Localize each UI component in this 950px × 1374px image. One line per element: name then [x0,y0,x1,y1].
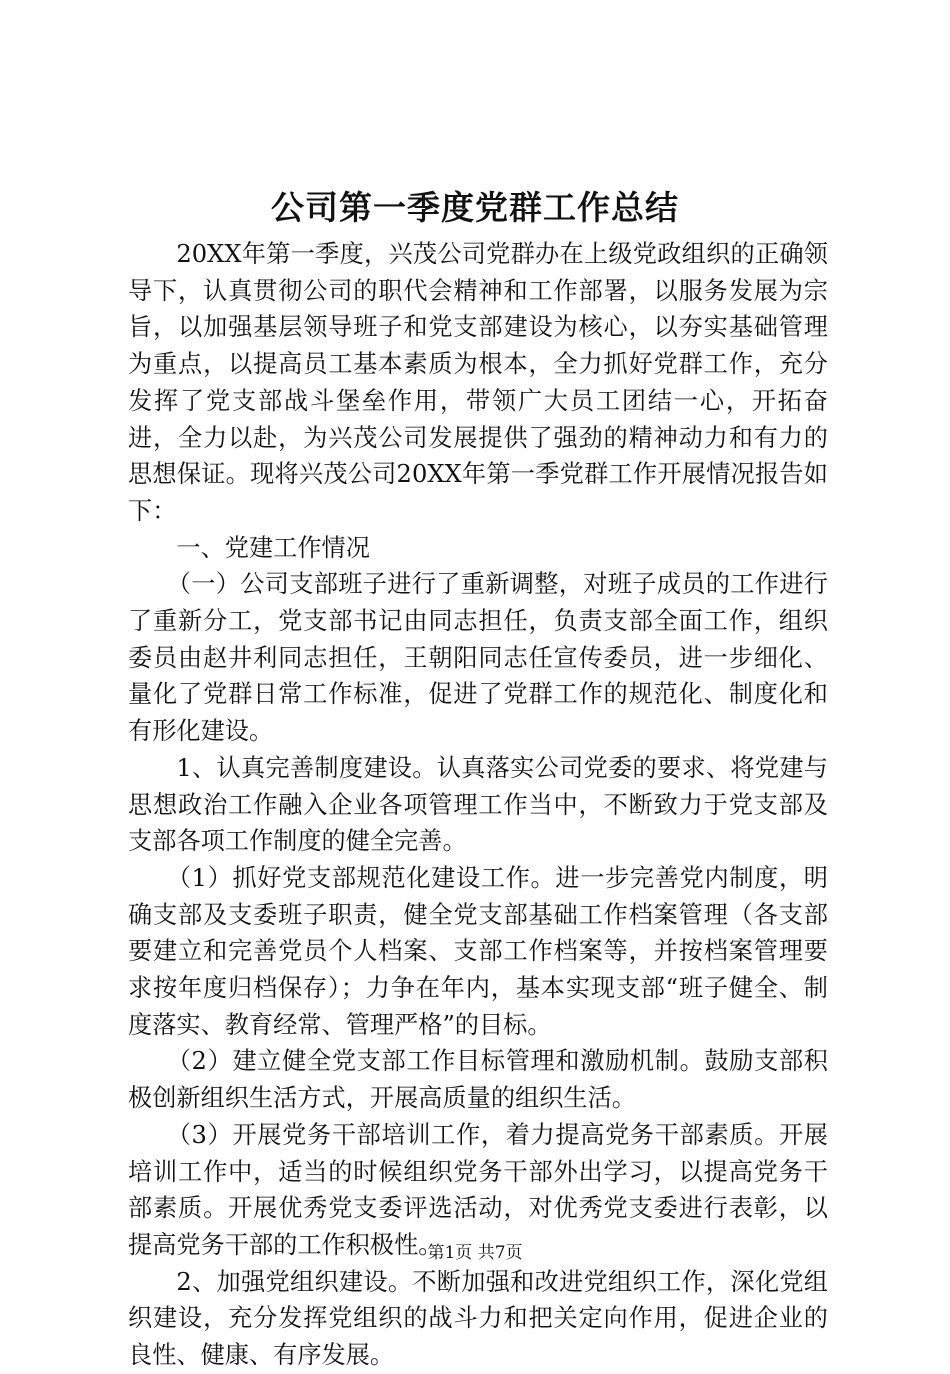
paragraph-item-2: 2、加强党组织建设。不断加强和改进党组织工作，深化党组织建设，充分发挥党组织的战斗力和把关定向作用，促进企业的良性、健康、有序发展。 [128,1267,828,1370]
paragraph-item-1-2: （2）建立健全党支部工作目标管理和激励机制。鼓励支部积极创新组织生活方式，开展高质量的组织生活。 [128,1047,828,1113]
paragraph-item-1-3: （3）开展党务干部培训工作，着力提高党务干部素质。开展培训工作中，适当的时候组织党务干部外出学习，以提高党务干部素质。开展优秀党支委评选活动，对优秀党支委进行表彰，以提高党务干部的工作积极性。 [128,1120,828,1259]
section-heading-party-building: 一、党建工作情况 [176,533,370,562]
document-body [128,236,828,1374]
paragraph-item-1-1: （1）抓好党支部规范化建设工作。进一步完善党内制度，明确支部及支委班子职责，健全党支部基础工作档案管理（各支部要建立和完善党员个人档案、支部工作档案等，并按档案管理要求按年度归档保存）；力争在年内，基本实现支部“班子健全、制度落实、教育经常、管理严格”的目标。 [128,863,828,1039]
paragraph-intro: 20XX年第一季度，兴茂公司党群办在上级党政组织的正确领导下，认真贯彻公司的职代会精神和工作部署，以服务发展为宗旨，以加强基层领导班子和党支部建设为核心，以夯实基础管理为重点，以提高员工基本素质为根本，全力抓好党群工作，充分发挥了党支部战斗堡垒作用，带领广大员工团结一心，开拓奋进，全力以赴，为兴茂公司发展提供了强劲的精神动力和有力的思想保证。现将兴茂公司20XX年第一季党群工作开展情况报告如下： [128,240,828,525]
document-title: 公司第一季度党群工作总结 [271,188,679,227]
page-number: 第1页 共7页 [427,1243,523,1263]
paragraph-subsection-1: （一）公司支部班子进行了重新调整，对班子成员的工作进行了重新分工，党支部书记由同志担任，负责支部全面工作，组织委员由赵井利同志担任，王朝阳同志任宣传委员，进一步细化、量化了党群日常工作标准，促进了党群工作的规范化、制度化和有形化建设。 [128,570,828,746]
paragraph-item-1: 1、认真完善制度建设。认真落实公司党委的要求、将党建与思想政治工作融入企业各项管理工作当中，不断致力于党支部及支部各项工作制度的健全完善。 [128,753,828,856]
